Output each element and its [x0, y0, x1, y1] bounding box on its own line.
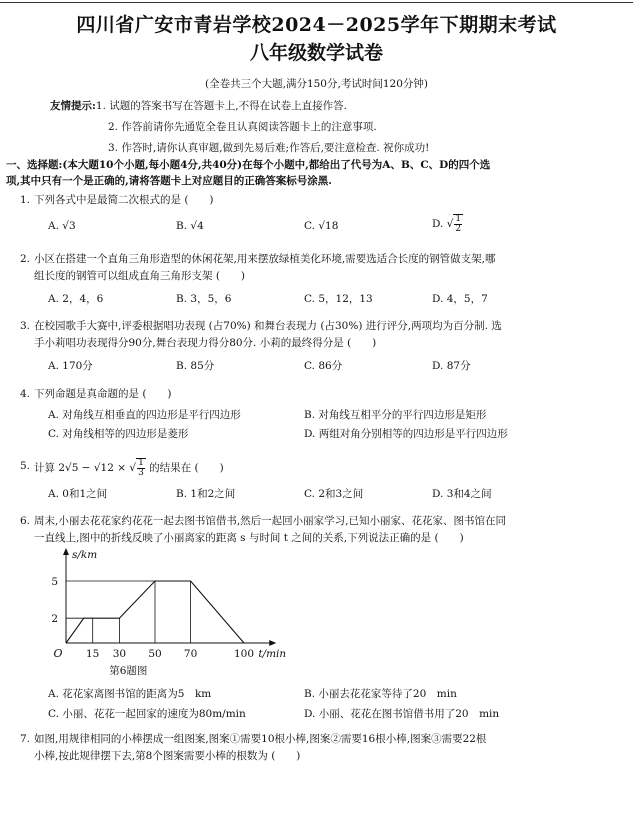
- question-text: 下列各式中是最简二次根式的是 ( ): [34, 194, 214, 206]
- question-4: [20, 386, 624, 403]
- option-a: A. 花花家离图书馆的距离为5 km: [48, 688, 212, 700]
- chart-labels: [51, 549, 286, 676]
- y-tick-label: 5: [51, 576, 58, 588]
- section1-heading: [6, 157, 626, 189]
- x-tick-label: 30: [112, 648, 127, 660]
- tip-item-1: 1. 试题的答案书写在答题卡上,不得在试卷上直接作答.: [95, 100, 347, 112]
- y-tick-label: 2: [51, 613, 58, 626]
- x-tick-label: 15: [86, 648, 100, 660]
- section1-heading-line2: 项,其中只有一个是正确的,请将答题卡上对应题目的正确答案标号涂黑.: [6, 175, 332, 187]
- question-number: 4.: [20, 388, 31, 400]
- expression-fraction: [136, 458, 146, 478]
- option-b: B. 85分: [176, 360, 215, 372]
- option-d-fraction: [453, 214, 463, 234]
- x-tick-label: 70: [183, 648, 198, 660]
- option-d: D. √ $\frac{1}{2}$: [432, 214, 462, 234]
- tips-label: 友情提示:: [50, 100, 96, 112]
- option-a: A. 对角线互相垂直的四边形是平行四边形: [48, 409, 241, 421]
- question-number: 7.: [20, 733, 31, 745]
- fraction-numerator: 1: [455, 214, 462, 224]
- section1-heading-line1: 一、选择题:(本大题10个小题,每小题4分,共40分)在每个小题中,都给出了代号为A、B、C、D的四个选: [6, 159, 491, 171]
- question-1: [20, 192, 624, 209]
- option-d: D. 4，5，7: [432, 293, 488, 305]
- question-number: 5.: [20, 460, 31, 472]
- distance-time-chart: [40, 548, 290, 676]
- exam-title: 四川省广安市青岩学校2024－2025学年下期期末考试: [76, 14, 557, 36]
- question-number: 1.: [20, 194, 31, 206]
- x-axis-arrow: [269, 640, 276, 646]
- chart-guides: [66, 581, 191, 643]
- exam-note: (全卷共三个大题,满分150分,考试时间120分钟): [205, 78, 428, 90]
- question-text: 下列命题是真命题的是 ( ): [34, 388, 172, 400]
- fraction-denominator: 2: [455, 224, 462, 234]
- option-a: A. √3: [48, 220, 76, 232]
- option-c: C. √18: [304, 220, 339, 232]
- question-7: [20, 731, 624, 765]
- question-3: [20, 318, 624, 352]
- question-number: 3.: [20, 320, 31, 332]
- question-text-line2: 手小莉唱功表现得分90分,舞台表现力得分80分. 小莉的最终得分是 ( ): [34, 337, 377, 349]
- option-c: C. 对角线相等的四边形是菱形: [48, 428, 189, 440]
- question-text-line1: 如图,用规律相同的小棒摆成一组图案,图案①需要10根小棒,图案②需要16根小棒,图案③需要22根: [34, 733, 487, 745]
- option-a: A. 0和1之间: [48, 488, 108, 500]
- option-d: D. 小丽、花花在图书馆借书用了20 min: [304, 708, 500, 720]
- tip-item-3: 3. 作答时,请你认真审题,做到先易后难;作答后,要注意检查. 祝你成功!: [108, 142, 430, 154]
- option-a: A. 2，4，6: [48, 293, 104, 305]
- option-b: B. 对角线互相平分的平行四边形是矩形: [304, 409, 487, 421]
- exam-subtitle: 八年级数学试卷: [249, 42, 383, 64]
- option-b: B. 3，5，6: [176, 293, 232, 305]
- option-d-label: D.: [432, 218, 444, 230]
- tip-item-2: 2. 作答前请你先通览全卷且认真阅读答题卡上的注意事项.: [108, 121, 377, 133]
- option-d: D. 3和4之间: [432, 488, 492, 500]
- option-a: A. 170分: [48, 360, 93, 372]
- tips-block: [50, 98, 347, 113]
- option-c: C. 2和3之间: [304, 488, 364, 500]
- y-axis-label: s/km: [72, 549, 98, 561]
- top-rule: [0, 2, 633, 3]
- question-text-line2: 小棒,按此规律摆下去,第8个图案需要小棒的根数为 ( ): [34, 750, 301, 762]
- chart-axes: [63, 548, 276, 646]
- question-5: 5. 计算 2√5 − √12 × √ $\frac{1}{3}$ 的结果在 ( ): [20, 458, 224, 478]
- question-text-line1: 小区在搭建一个直角三角形造型的休闲花架,用来摆放绿植美化环境,需要选适合长度的钢管做支架,哪: [34, 253, 496, 265]
- origin-label: O: [53, 647, 63, 660]
- question-number: 6.: [20, 515, 31, 527]
- question-text-tail: 的结果在 ( ): [149, 462, 224, 474]
- question-number: 2.: [20, 253, 31, 265]
- question-text-line2: 一直线上,图中的折线反映了小丽离家的距离 s 与时间 t 之间的关系,下列说法正确的是 ( ): [34, 532, 464, 544]
- option-c: C. 5，12，13: [304, 293, 373, 305]
- option-c: C. 86分: [304, 360, 343, 372]
- option-b: B. √4: [176, 220, 204, 232]
- question-6: [20, 513, 624, 547]
- option-d: D. 两组对角分别相等的四边形是平行四边形: [304, 428, 508, 440]
- question-2: [20, 251, 624, 285]
- question-text-line1: 周末,小丽去花花家约花花一起去图书馆借书,然后一起回小丽家学习,已知小丽家、花花家、图书馆在同: [34, 515, 507, 527]
- question-text-line1: 在校园歌手大赛中,评委根据唱功表现 (占70%) 和舞台表现力 (占30%) 进行评分,两项均为百分制. 选: [34, 320, 502, 332]
- option-b: B. 1和2之间: [176, 488, 236, 500]
- option-b: B. 小丽去花花家等待了20 min: [304, 688, 457, 700]
- x-tick-label: 50: [148, 648, 162, 660]
- question-text-expr: 计算 2√5 − √12 ×: [34, 462, 127, 474]
- question-text-line2: 组长度的钢管可以组成直角三角形支架 ( ): [34, 270, 246, 282]
- option-c: C. 小丽、花花一起回家的速度为80m/min: [48, 708, 246, 720]
- y-axis-arrow: [63, 548, 69, 555]
- option-d: D. 87分: [432, 360, 471, 372]
- x-axis-label: t/min: [258, 648, 287, 660]
- chart-caption: 第6题图: [109, 665, 148, 676]
- fraction-denominator: 3: [138, 468, 144, 478]
- x-tick-label: 100: [233, 648, 255, 660]
- fraction-numerator: 1: [138, 458, 144, 468]
